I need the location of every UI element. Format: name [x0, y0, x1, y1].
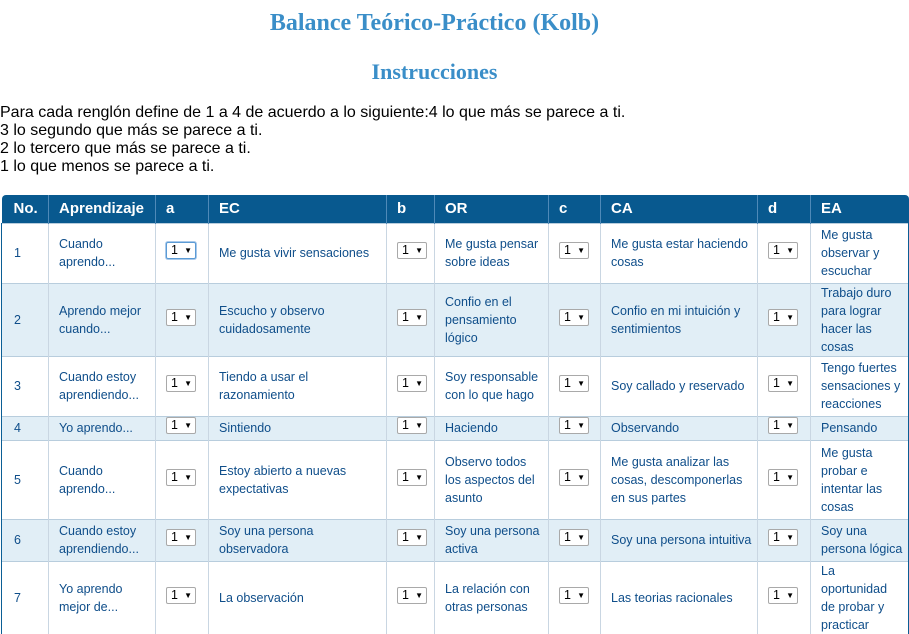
chevron-down-icon: ▼ [415, 472, 423, 482]
ec-cell: Sintiendo [209, 416, 387, 440]
header-no: No. [13, 200, 38, 218]
score-cell-d [758, 416, 811, 440]
score-cell-d [758, 223, 811, 283]
score-select-c[interactable] [559, 417, 589, 434]
score-select-d[interactable] [768, 587, 798, 604]
score-value: 1 [564, 469, 571, 484]
score-select-a[interactable] [166, 375, 196, 392]
ec-cell: Tiendo a usar el razonamiento [209, 356, 387, 416]
ea-cell: Tengo fuertes sensaciones y reacciones [811, 356, 909, 416]
ca-cell: Me gusta estar haciendo cosas [601, 223, 758, 283]
chevron-down-icon: ▼ [786, 246, 794, 255]
row-number: 4 [2, 416, 49, 440]
score-cell-c [549, 561, 601, 634]
ca-cell: Confio en mi intuición y sentimientos [601, 283, 758, 356]
table-row [2, 440, 909, 519]
chevron-down-icon: ▼ [786, 312, 794, 322]
score-cell-c [549, 440, 601, 519]
chevron-down-icon: ▼ [786, 533, 794, 542]
ea-cell: Me gusta probar e intentar las cosas [811, 440, 909, 519]
row-number: 5 [2, 440, 49, 519]
table-row [2, 283, 909, 356]
score-value: 1 [171, 587, 178, 602]
score-cell-b [387, 519, 435, 561]
aprendizaje-cell: Aprendo mejor cuando... [49, 283, 156, 356]
chevron-down-icon: ▼ [415, 590, 423, 600]
or-cell: Observo todos los aspectos del asunto [435, 440, 549, 519]
or-cell: Haciendo [435, 416, 549, 440]
chevron-down-icon: ▼ [415, 246, 423, 255]
ca-cell: Soy callado y reservado [601, 356, 758, 416]
score-cell-c [549, 519, 601, 561]
instruction-line: Para cada renglón define de 1 a 4 de acuerdo a lo siguiente:4 lo que más se parece a ti. [0, 104, 626, 121]
score-value: 1 [564, 530, 571, 544]
header-ec: EC [209, 195, 387, 223]
score-value: 1 [402, 530, 409, 544]
score-select-a[interactable] [166, 309, 196, 326]
chevron-down-icon: ▼ [415, 533, 423, 542]
score-value: 1 [402, 469, 409, 484]
score-select-c[interactable] [559, 242, 589, 259]
chevron-down-icon: ▼ [786, 472, 794, 482]
chevron-down-icon: ▼ [577, 379, 585, 388]
score-cell-c [549, 416, 601, 440]
chevron-down-icon: ▼ [577, 533, 585, 542]
header-b: b [387, 195, 435, 223]
instructions-text [0, 104, 625, 176]
ec-cell: La observación [209, 561, 387, 634]
chevron-down-icon: ▼ [184, 379, 192, 388]
ca-cell: Me gusta analizar las cosas, descomponerlas en sus partes [601, 440, 758, 519]
score-select-a[interactable] [166, 587, 196, 604]
score-select-b[interactable] [397, 529, 427, 546]
table-row [2, 356, 909, 416]
or-cell: Confio en el pensamiento lógico [435, 283, 549, 356]
table-row [2, 519, 909, 561]
score-select-b[interactable] [397, 587, 427, 604]
score-value: 1 [564, 309, 571, 324]
table-row [2, 561, 909, 634]
chevron-down-icon: ▼ [415, 379, 423, 388]
score-value: 1 [402, 587, 409, 602]
header-c: c [549, 195, 601, 223]
score-cell-a [156, 356, 209, 416]
ec-cell: Escucho y observo cuidadosamente [209, 283, 387, 356]
chevron-down-icon: ▼ [184, 590, 192, 600]
score-value: 1 [773, 418, 780, 432]
score-cell-d [758, 356, 811, 416]
ea-cell: Trabajo duro para lograr hacer las cosas [811, 283, 909, 356]
score-value: 1 [773, 309, 780, 324]
page-title: Balance Teórico-Práctico (Kolb) [269, 10, 600, 36]
header-ea: EA [811, 195, 909, 223]
chevron-down-icon: ▼ [577, 246, 585, 255]
score-select-a[interactable] [166, 417, 196, 434]
score-cell-b [387, 561, 435, 634]
score-value: 1 [773, 530, 780, 544]
kolb-table [1, 195, 909, 634]
score-select-a[interactable] [166, 469, 196, 486]
aprendizaje-cell: Cuando estoy aprendiendo... [49, 356, 156, 416]
chevron-down-icon: ▼ [786, 379, 794, 388]
score-select-d[interactable] [768, 469, 798, 486]
score-value: 1 [773, 376, 780, 390]
or-cell: Soy responsable con lo que hago [435, 356, 549, 416]
score-select-d[interactable] [768, 375, 798, 392]
score-select-b[interactable] [397, 417, 427, 434]
score-cell-d [758, 283, 811, 356]
aprendizaje-cell: Cuando aprendo... [49, 223, 156, 283]
header-aprendizaje: Aprendizaje [49, 195, 156, 223]
score-cell-c [549, 356, 601, 416]
score-cell-a [156, 440, 209, 519]
or-cell: Me gusta pensar sobre ideas [435, 223, 549, 283]
table-header-row [2, 195, 909, 223]
aprendizaje-cell: Cuando estoy aprendiendo... [49, 519, 156, 561]
score-value: 1 [171, 530, 178, 544]
score-cell-b [387, 416, 435, 440]
chevron-down-icon: ▼ [184, 312, 192, 322]
score-select-d[interactable] [768, 242, 798, 259]
score-value: 1 [171, 376, 178, 390]
score-cell-a [156, 519, 209, 561]
score-select-c[interactable] [559, 375, 589, 392]
score-cell-a [156, 561, 209, 634]
score-value: 1 [171, 243, 178, 257]
score-cell-c [549, 223, 601, 283]
score-select-c[interactable] [559, 309, 589, 326]
header-ca: CA [601, 195, 758, 223]
chevron-down-icon: ▼ [577, 472, 585, 482]
aprendizaje-cell: Yo aprendo mejor de... [49, 561, 156, 634]
score-cell-a [156, 416, 209, 440]
chevron-down-icon: ▼ [184, 472, 192, 482]
score-value: 1 [171, 309, 178, 324]
score-select-b[interactable] [397, 242, 427, 259]
score-select-b[interactable] [397, 309, 427, 326]
instruction-line: 1 lo que menos se parece a ti. [0, 158, 215, 175]
score-value: 1 [402, 418, 409, 432]
score-value: 1 [773, 243, 780, 257]
instruction-line: 3 lo segundo que más se parece a ti. [0, 122, 263, 139]
score-select-b[interactable] [397, 375, 427, 392]
score-cell-a [156, 283, 209, 356]
score-cell-b [387, 356, 435, 416]
ca-cell: Soy una persona intuitiva [601, 519, 758, 561]
ea-cell: Pensando [811, 416, 909, 440]
score-select-a[interactable] [166, 242, 196, 259]
table-row [2, 416, 909, 440]
score-cell-d [758, 440, 811, 519]
score-cell-c [549, 283, 601, 356]
chevron-down-icon: ▼ [577, 590, 585, 600]
header-a: a [156, 195, 209, 223]
score-cell-b [387, 283, 435, 356]
chevron-down-icon: ▼ [577, 421, 585, 430]
score-value: 1 [402, 376, 409, 390]
instruction-line: 2 lo tercero que más se parece a ti. [0, 140, 251, 157]
instructions-heading: Instrucciones [371, 59, 498, 84]
score-cell-d [758, 561, 811, 634]
score-value: 1 [171, 418, 178, 432]
ec-cell: Estoy abierto a nuevas expectativas [209, 440, 387, 519]
or-cell: Soy una persona activa [435, 519, 549, 561]
score-value: 1 [402, 243, 409, 257]
aprendizaje-cell: Yo aprendo... [49, 416, 156, 440]
chevron-down-icon: ▼ [577, 312, 585, 322]
ca-cell: Las teorias racionales [601, 561, 758, 634]
ec-cell: Soy una persona observadora [209, 519, 387, 561]
chevron-down-icon: ▼ [184, 533, 192, 542]
row-number: 3 [2, 356, 49, 416]
score-cell-a [156, 223, 209, 283]
score-select-b[interactable] [397, 469, 427, 486]
kolb-table-container [1, 195, 903, 634]
ec-cell: Me gusta vivir sensaciones [209, 223, 387, 283]
ca-cell: Observando [601, 416, 758, 440]
chevron-down-icon: ▼ [415, 421, 423, 430]
score-value: 1 [402, 309, 409, 324]
score-value: 1 [564, 587, 571, 602]
score-select-d[interactable] [768, 417, 798, 434]
aprendizaje-cell: Cuando aprendo... [49, 440, 156, 519]
header-d: d [758, 195, 811, 223]
table-row [2, 223, 909, 283]
chevron-down-icon: ▼ [184, 246, 192, 255]
score-select-d[interactable] [768, 529, 798, 546]
score-cell-b [387, 440, 435, 519]
row-number: 7 [2, 561, 49, 634]
score-value: 1 [564, 376, 571, 390]
chevron-down-icon: ▼ [415, 312, 423, 322]
score-select-c[interactable] [559, 587, 589, 604]
ea-cell: Soy una persona lógica [811, 519, 909, 561]
ea-cell: Me gusta observar y escuchar [811, 223, 909, 283]
row-number: 1 [2, 223, 49, 283]
or-cell: La relación con otras personas [435, 561, 549, 634]
score-value: 1 [773, 469, 780, 484]
score-select-c[interactable] [559, 469, 589, 486]
score-value: 1 [564, 418, 571, 432]
chevron-down-icon: ▼ [786, 590, 794, 600]
score-value: 1 [564, 243, 571, 257]
score-cell-b [387, 223, 435, 283]
row-number: 6 [2, 519, 49, 561]
score-select-c[interactable] [559, 529, 589, 546]
score-cell-d [758, 519, 811, 561]
chevron-down-icon: ▼ [184, 421, 192, 430]
ea-cell: La oportunidad de probar y practicar [811, 561, 909, 634]
score-select-d[interactable] [768, 309, 798, 326]
score-select-a[interactable] [166, 529, 196, 546]
header-or: OR [435, 195, 549, 223]
row-number: 2 [2, 283, 49, 356]
score-value: 1 [773, 587, 780, 602]
score-value: 1 [171, 469, 178, 484]
chevron-down-icon: ▼ [786, 421, 794, 430]
